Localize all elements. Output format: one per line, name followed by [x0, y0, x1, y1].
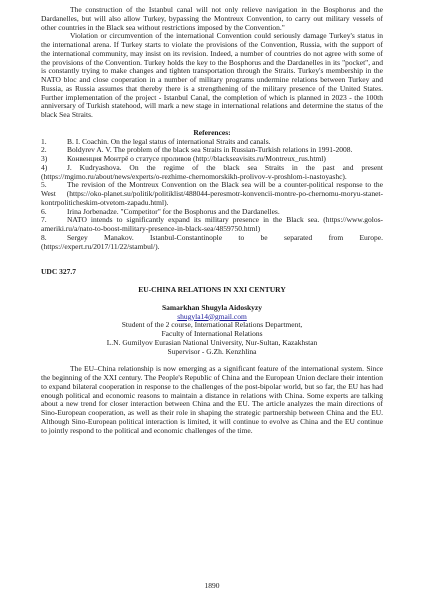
affiliation-line: Faculty of International Relations — [161, 329, 263, 338]
reference-number: 8. — [41, 232, 47, 242]
reference-text: NATO intends to significantly expand its military presence in the Black sea. (https://www.golos-ameriki.ru/a/nato-to-boost-military-presence-in-black-sea/4859750.html) — [41, 215, 383, 233]
article-title: EU-CHINA RELATIONS IN XXI CENTURY — [138, 285, 286, 294]
reference-text: The revision of the Montreux Convention on the Black sea will be a counter-political response to the West (https://oko-planet.su/politik/politiklist/488044-peresmotr-konvencii-montre-po-chernomu-moryu-stanet-kontrpoliticheskim-otvetom-zapadu.html). — [41, 180, 383, 207]
reference-number: 6. — [41, 206, 47, 216]
reference-text: Irina Jorbenadze. "Competitor" for the Bosphorus and the Dardanelles. — [67, 206, 280, 216]
reference-number: 1. — [41, 136, 47, 146]
references-heading: References: — [193, 127, 231, 137]
supervisor-line: Supervisor - G.Zh. Kenzhlina — [167, 346, 257, 356]
reference-text: J. Kudryashova. On the regime of the black sea Straits in the past and present (https://mgimo.ru/about/news/experts/o-rezhime-chernomorskikh-prolivov-v-proshlom-i-nastoyashc). — [41, 162, 383, 181]
reference-text: B. I. Coachin. On the legal status of international Straits and canals. — [67, 136, 271, 146]
reference-number: 7. — [41, 215, 47, 225]
reference-item — [41, 234, 383, 252]
affiliation-line: L.N. Gumilyov Eurasian National University, Nur-Sultan, Kazakhstan — [106, 337, 318, 347]
reference-text: Boldyrev A. V. The problem of the black sea Straits in Russian-Turkish relations in 1991-2008. — [67, 145, 353, 155]
abstract-paragraph: The EU–China relationship is now emerging as a significant feature of the international system. Since the beginning of the XXI century. The People's Republic of China and the European Union declare their intention to expand bilateral cooperation in response to the challenges of the post-bipolar world, but so far, the EU has had enough political and economic reasons to maintain a distance in relations with China. Some experts are talking about a new trend for closer interaction between China and the EU. The article analyzes the main directions of Sino-European cooperation, as well as their role in shaping the strategic partnership between China and the EU. Although Sino-European political interaction is limited, it will continue to evolve as China and the EU continue to jointly respond to the political and economic challenges of the time. — [41, 364, 383, 435]
reference-number: 3) — [41, 154, 48, 163]
reference-text: Конвенция Монтрё о статусе проливов (http://blackseavisits.ru/Montreux_rus.html) — [67, 154, 326, 163]
reference-number: 5. — [41, 180, 47, 190]
author-email-link[interactable]: shugyla14@gmail.com — [177, 311, 247, 321]
intro-paragraph-2: Violation or circumvention of the international Convention could seriously damage Turkey's status in the international arena. If Turkey starts to violate the provisions of the Convention, Russia, with the support of the international community, may insist on its revision. Indeed, a number of countries do not agree with some of the provisions of the Convention. Turkey holds the key to the Bosphorus and the Dardanelles in its "pocket", and is constantly trying to make changes and tighten transportation through the Straits. Turkey's membership in the NATO bloc and close cooperation in a number of military programs undermine relations between Turkey and Russia, as Russia assumes that thereby there is a strengthening of the military presence of the United States. Further implementation of the project - Istanbul Canal, the completion of which is planned in 2023 - the 100th anniversary of Turkish statehood, will mark a new stage in international relations and determine the status of the black Sea Straits. — [41, 31, 383, 119]
author-name: Samarkhan Shugyla Aidoskyzy — [161, 302, 263, 312]
intro-paragraph-1: The construction of the Istanbul canal will not only relieve navigation in the Bosphorus and the Dardanelles, but will also allow Turkey, bypassing the Montreux Convention, to carry out military vessels of other countries in the Black sea without restrictions imposed by the Convention." — [41, 5, 383, 32]
reference-text: Sergey Manakov. Istanbul-Constantinople to be separated from Europe. (https://expert.ru/2017/11/22/stambul/). — [41, 232, 383, 251]
reference-item — [41, 181, 383, 207]
page-number: 1890 — [204, 581, 220, 590]
reference-number: 2. — [41, 145, 47, 155]
references-list — [41, 138, 383, 252]
affiliation-line: Student of the 2 course, International Relations Department, — [121, 320, 303, 330]
udc-code: UDC 327.7 — [41, 267, 76, 277]
reference-item — [41, 164, 383, 182]
reference-item — [41, 216, 383, 234]
reference-number: 4) — [41, 162, 48, 172]
